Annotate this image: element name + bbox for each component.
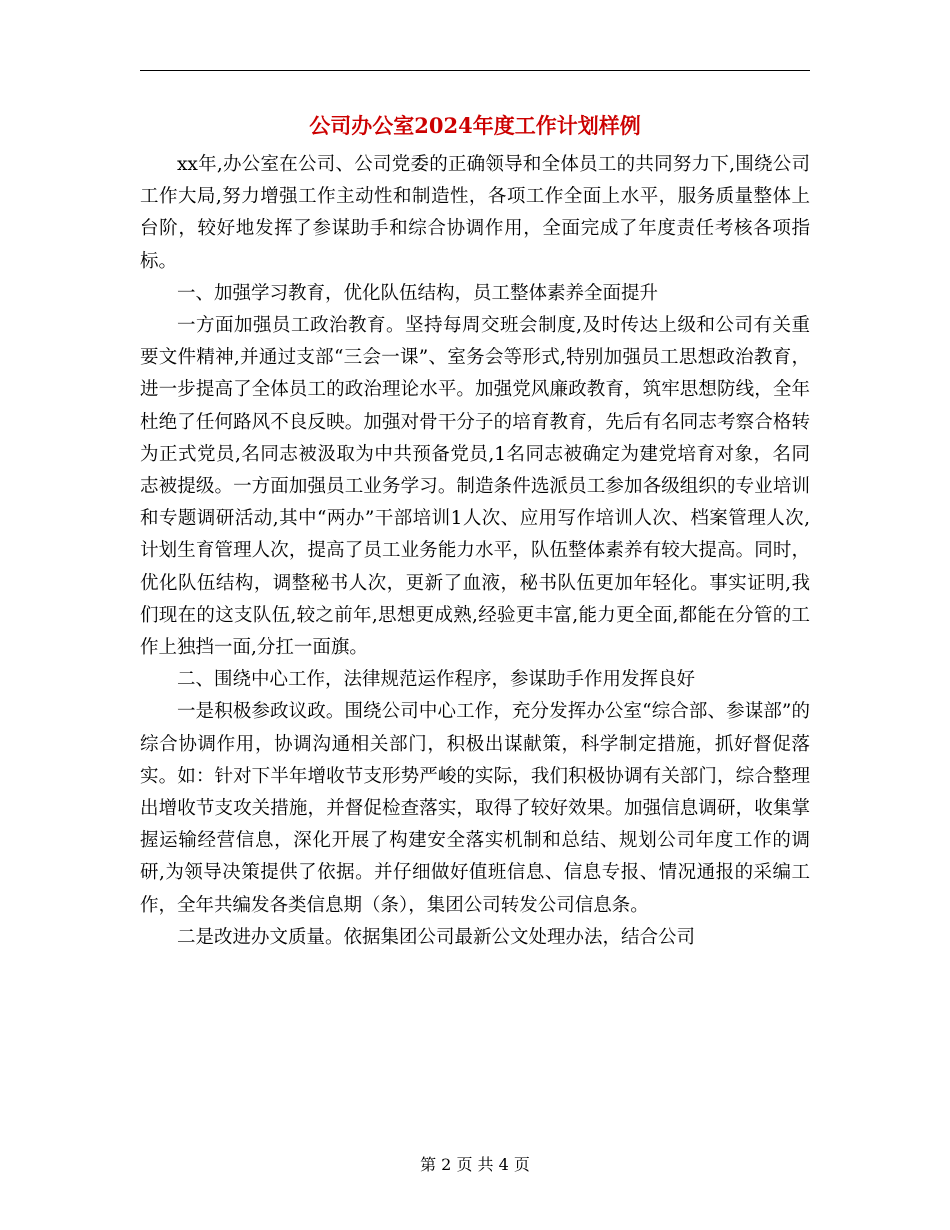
section-two-paragraph-1: 一是积极参政议政。围绕公司中心工作，充分发挥办公室“综合部、参谋部”的综合协调作用，协调沟通相关部门，积极出谋献策，科学制定措施，抓好督促落实。如：针对下半年增收节支形势严峻的实际，我们积极协调有关部门，综合整理出增收节支攻关措施，并督促检查落实，取得了较好效果。加强信息调研，收集掌握运输经营信息，深化开展了构建安全落实机制和总结、规划公司年度工作的调研,为领导决策提供了依据。并仔细做好值班信息、信息专报、情况通报的采编工作，全年共编发各类信息期（条），集团公司转发公司信息条。: [140, 701, 810, 916]
section-two-paragraph-2: 二是改进办文质量。依据集团公司最新公文处理办法，结合公司: [177, 926, 696, 948]
header-rule: [140, 70, 810, 71]
document-title: 公司办公室2024年度工作计划样例: [309, 113, 641, 138]
intro-paragraph: xx年,办公室在公司、公司党委的正确领导和全体员工的共同努力下,围绕公司工作大局,努力增强工作主动性和制造性，各项工作全面上水平，服务质量整体上台阶，较好地发挥了参谋助手和综合协调作用，全面完成了年度责任考核各项指标。: [140, 154, 810, 272]
section-one-paragraph: 一方面加强员工政治教育。坚持每周交班会制度,及时传达上级和公司有关重要文件精神,并通过支部“三会一课”、室务会等形式,特别加强员工思想政治教育，进一步提高了全体员工的政治理论水平。加强党风廉政教育，筑牢思想防线，全年杜绝了任何路风不良反映。加强对骨干分子的培育教育，先后有名同志考察合格转为正式党员,名同志被汲取为中共预备党员,1名同志被确定为建党培育对象，名同志被提级。一方面加强员工业务学习。制造条件选派员工参加各级组织的专业培训和专题调研活动,其中“两办”干部培训1人次、应用写作培训人次、档案管理人次,计划生育管理人次，提高了员工业务能力水平，队伍整体素养有较大提高。同时，优化队伍结构，调整秘书人次，更新了血液，秘书队伍更加年轻化。事实证明,我们现在的这支队伍,较之前年,思想更成熟,经验更丰富,能力更全面,都能在分管的工作上独挡一面,分扛一面旗。: [140, 315, 810, 659]
section-one-heading: 一、加强学习教育，优化队伍结构，员工整体素养全面提升: [177, 282, 659, 304]
page-number-footer: 第 2 页 共 4 页: [420, 1155, 530, 1174]
section-two-heading: 二、围绕中心工作，法律规范运作程序，参谋助手作用发挥良好: [177, 669, 696, 691]
document-body: [140, 149, 810, 954]
